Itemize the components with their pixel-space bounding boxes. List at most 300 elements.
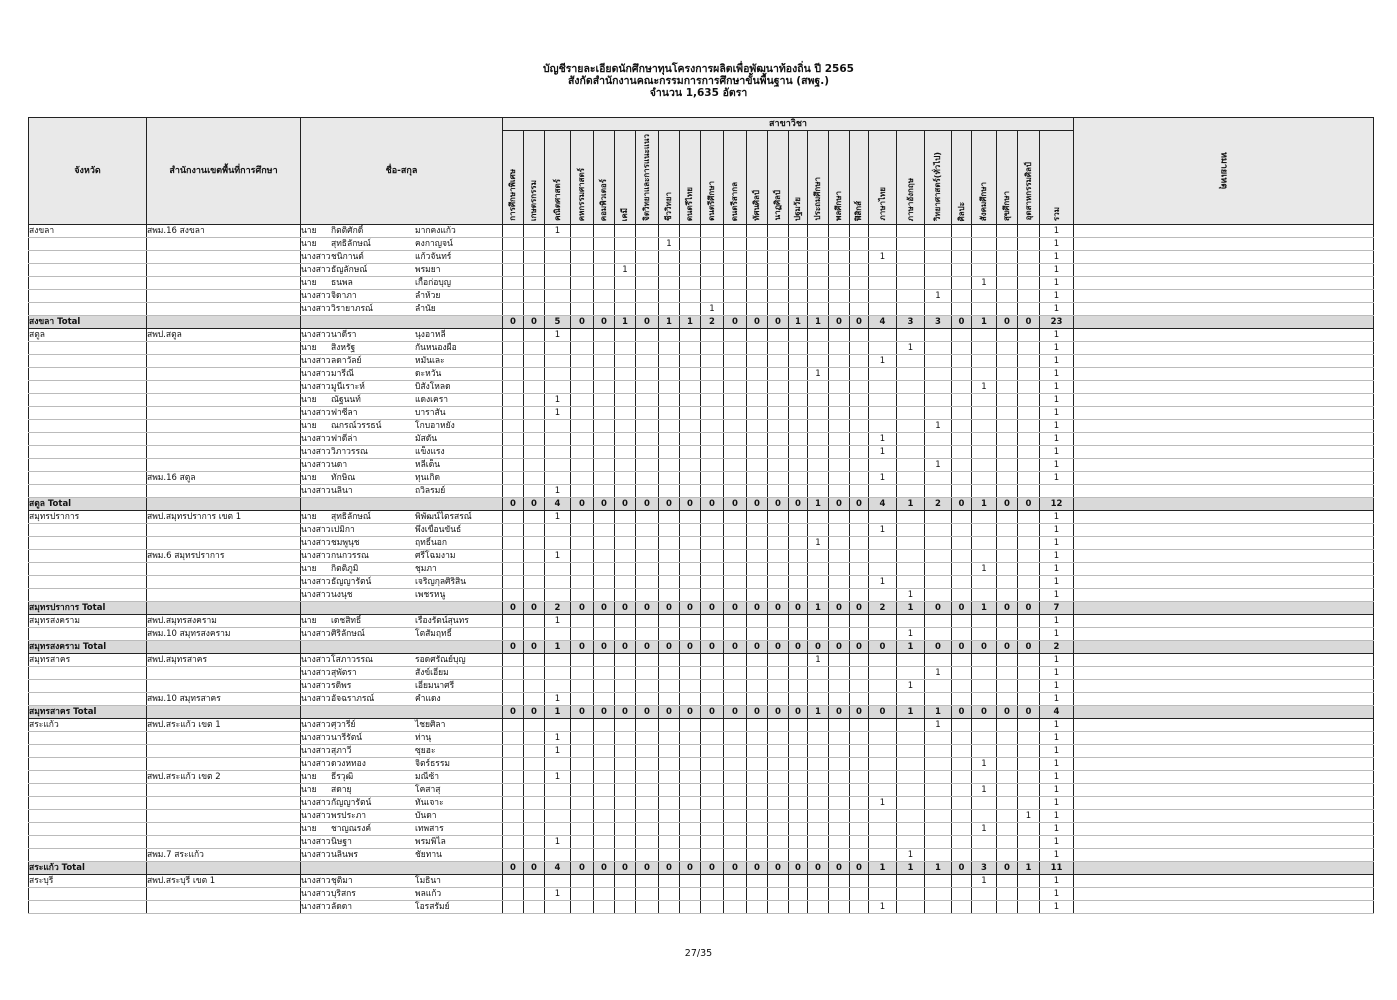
subject-cell xyxy=(545,718,571,731)
office-cell xyxy=(147,679,301,692)
subject-cell xyxy=(747,887,768,900)
office-cell xyxy=(147,315,301,328)
subject-total-cell: 5 xyxy=(545,315,571,328)
subject-cell xyxy=(952,874,972,887)
table-row xyxy=(29,432,1374,445)
row-total-cell: 2 xyxy=(1040,640,1074,653)
subject-cell xyxy=(636,692,659,705)
first-name: จิดาภา xyxy=(331,290,357,301)
subject-cell xyxy=(997,770,1018,783)
office-cell xyxy=(147,406,301,419)
subject-cell xyxy=(636,848,659,861)
subject-total-cell: 0 xyxy=(997,601,1018,614)
subject-total-cell: 0 xyxy=(659,861,680,874)
subject-cell xyxy=(768,692,789,705)
subject-cell xyxy=(524,224,545,237)
header-subject xyxy=(1018,131,1040,225)
office-cell xyxy=(147,588,301,601)
subject-cell xyxy=(925,445,952,458)
subject-cell xyxy=(701,796,724,809)
remark-cell xyxy=(1074,536,1374,549)
first-name: นลินพร xyxy=(331,849,358,860)
subject-cell xyxy=(724,250,747,263)
row-total-cell: 1 xyxy=(1040,835,1074,848)
office-cell xyxy=(147,601,301,614)
name-cell xyxy=(301,653,503,666)
subject-cell: 1 xyxy=(545,484,571,497)
subject-cell xyxy=(972,679,997,692)
subject-total-cell: 0 xyxy=(680,601,701,614)
full-name xyxy=(301,511,472,523)
province-cell xyxy=(29,809,147,822)
subject-cell xyxy=(897,809,925,822)
subject-cell xyxy=(1018,614,1040,627)
subject-total-cell: 0 xyxy=(659,705,680,718)
subject-cell xyxy=(952,380,972,393)
subject-cell xyxy=(594,419,615,432)
subject-cell xyxy=(571,471,594,484)
subject-cell xyxy=(789,692,808,705)
subject-cell: 1 xyxy=(545,393,571,406)
first-name: ศิริลักษณ์ xyxy=(331,628,365,639)
last-name: จิตร์ธรรม xyxy=(415,758,450,769)
row-total-cell: 1 xyxy=(1040,666,1074,679)
subject-cell xyxy=(571,874,594,887)
subject-cell xyxy=(829,575,850,588)
subject-cell xyxy=(545,536,571,549)
subject-cell xyxy=(925,224,952,237)
subject-cell xyxy=(659,263,680,276)
name-cell xyxy=(301,861,503,874)
subject-cell xyxy=(972,302,997,315)
name-title: นางสาว xyxy=(301,849,331,860)
remark-cell xyxy=(1074,809,1374,822)
province-total-row xyxy=(29,497,1374,510)
subject-cell xyxy=(869,679,897,692)
subject-cell xyxy=(897,614,925,627)
header-subject-label: การศึกษาพิเศษ xyxy=(508,169,517,221)
subject-cell xyxy=(850,289,869,302)
subject-total-cell: 0 xyxy=(636,861,659,874)
total-label: สระแก้ว Total xyxy=(29,861,147,874)
row-total-cell: 1 xyxy=(1040,263,1074,276)
subject-cell xyxy=(659,289,680,302)
subject-total-cell: 1 xyxy=(808,497,829,510)
subject-cell xyxy=(972,588,997,601)
subject-cell xyxy=(925,549,952,562)
subject-cell xyxy=(897,302,925,315)
subject-cell xyxy=(997,471,1018,484)
subject-total-cell: 0 xyxy=(503,601,524,614)
subject-cell xyxy=(615,393,636,406)
header-subject xyxy=(747,131,768,225)
subject-cell xyxy=(850,679,869,692)
subject-cell xyxy=(897,887,925,900)
subject-cell xyxy=(808,341,829,354)
subject-cell xyxy=(997,484,1018,497)
subject-cell xyxy=(594,822,615,835)
subject-cell xyxy=(850,692,869,705)
subject-cell xyxy=(997,588,1018,601)
subject-cell xyxy=(524,679,545,692)
header-subject xyxy=(636,131,659,225)
subject-cell xyxy=(972,848,997,861)
subject-cell xyxy=(925,874,952,887)
subject-cell xyxy=(680,328,701,341)
header-subject-label: เคมี xyxy=(620,207,629,221)
subject-cell xyxy=(636,809,659,822)
full-name xyxy=(301,368,441,380)
subject-total-cell: 0 xyxy=(571,861,594,874)
subject-total-cell: 0 xyxy=(747,705,768,718)
subject-cell xyxy=(897,393,925,406)
header-subject xyxy=(808,131,829,225)
subject-cell xyxy=(524,250,545,263)
name-title: นางสาว xyxy=(301,355,331,366)
subject-cell xyxy=(747,419,768,432)
subject-cell xyxy=(659,367,680,380)
row-total-cell: 1 xyxy=(1040,874,1074,887)
first-name: ณัฐนนท์ xyxy=(331,394,361,405)
subject-cell xyxy=(829,458,850,471)
subject-cell xyxy=(808,302,829,315)
subject-cell xyxy=(615,276,636,289)
subject-cell xyxy=(636,744,659,757)
province-total-row xyxy=(29,705,1374,718)
header-subject xyxy=(545,131,571,225)
subject-cell xyxy=(659,809,680,822)
subject-cell xyxy=(594,874,615,887)
subject-cell xyxy=(636,419,659,432)
subject-cell xyxy=(680,302,701,315)
subject-cell xyxy=(545,276,571,289)
subject-cell xyxy=(503,536,524,549)
subject-cell xyxy=(659,523,680,536)
subject-cell xyxy=(952,445,972,458)
subject-cell xyxy=(768,783,789,796)
name-title: นางสาว xyxy=(301,654,331,665)
subject-cell xyxy=(615,237,636,250)
subject-cell xyxy=(829,263,850,276)
subject-cell xyxy=(503,627,524,640)
subject-cell xyxy=(952,835,972,848)
subject-cell xyxy=(850,341,869,354)
table-row xyxy=(29,562,1374,575)
subject-cell xyxy=(997,692,1018,705)
subject-cell xyxy=(997,744,1018,757)
first-name: กัญญารัตน์ xyxy=(331,797,372,808)
full-name xyxy=(301,758,450,770)
subject-cell xyxy=(747,458,768,471)
subject-cell xyxy=(850,458,869,471)
name-cell xyxy=(301,692,503,705)
subject-cell xyxy=(524,692,545,705)
last-name: หมันเละ xyxy=(415,355,445,366)
last-name: รอดศรัณย์บุญ xyxy=(415,654,466,665)
subject-cell xyxy=(615,744,636,757)
header-subject-label: จิตวิทยาและการแนะแนว xyxy=(642,134,651,221)
name-title: นางสาว xyxy=(301,264,331,275)
row-total-cell: 1 xyxy=(1040,367,1074,380)
province-cell: สระแก้ว xyxy=(29,718,147,731)
row-total-cell: 1 xyxy=(1040,887,1074,900)
last-name: ลำห้วย xyxy=(415,290,441,301)
subject-total-cell: 0 xyxy=(972,705,997,718)
subject-cell xyxy=(972,289,997,302)
province-cell xyxy=(29,276,147,289)
subject-cell xyxy=(897,237,925,250)
last-name: โมธินา xyxy=(415,875,441,886)
subject-cell xyxy=(808,549,829,562)
subject-cell xyxy=(829,731,850,744)
office-cell: สพม.16 สงขลา xyxy=(147,224,301,237)
subject-cell xyxy=(897,757,925,770)
subject-cell xyxy=(808,809,829,822)
last-name: สังข์เอี่ยม xyxy=(415,667,449,678)
table-row xyxy=(29,263,1374,276)
office-cell: สพม.10 สมุทรสาคร xyxy=(147,692,301,705)
subject-cell xyxy=(571,770,594,783)
table-row xyxy=(29,328,1374,341)
remark-cell xyxy=(1074,627,1374,640)
subject-cell xyxy=(1018,679,1040,692)
subject-cell xyxy=(680,458,701,471)
first-name: พรประภา xyxy=(331,810,367,821)
subject-cell xyxy=(789,562,808,575)
subject-cell xyxy=(789,341,808,354)
subject-cell xyxy=(808,263,829,276)
subject-total-cell: 1 xyxy=(869,861,897,874)
subject-cell xyxy=(503,354,524,367)
subject-cell xyxy=(747,380,768,393)
subject-cell xyxy=(829,666,850,679)
subject-cell xyxy=(808,744,829,757)
subject-cell xyxy=(545,302,571,315)
subject-total-cell: 0 xyxy=(594,315,615,328)
subject-cell xyxy=(571,237,594,250)
subject-cell xyxy=(997,536,1018,549)
subject-cell xyxy=(972,445,997,458)
last-name: คงกาญจน์ xyxy=(415,238,453,249)
full-name xyxy=(301,225,456,237)
subject-total-cell: 0 xyxy=(636,497,659,510)
office-cell: สพป.สตูล xyxy=(147,328,301,341)
table-row xyxy=(29,679,1374,692)
subject-cell xyxy=(571,432,594,445)
subject-cell xyxy=(768,835,789,848)
subject-cell xyxy=(724,224,747,237)
subject-cell xyxy=(829,562,850,575)
name-title: นาย xyxy=(301,238,317,249)
subject-cell xyxy=(701,432,724,445)
subject-total-cell: 0 xyxy=(869,640,897,653)
subject-cell xyxy=(524,328,545,341)
subject-cell xyxy=(747,328,768,341)
subject-cell xyxy=(636,900,659,913)
subject-total-cell: 0 xyxy=(952,705,972,718)
last-name: โคสาสุ xyxy=(415,784,441,795)
subject-cell xyxy=(680,263,701,276)
subject-cell xyxy=(680,419,701,432)
subject-cell xyxy=(1018,302,1040,315)
subject-cell xyxy=(545,783,571,796)
header-subject-label: ดนตรีสากล xyxy=(730,181,739,221)
subject-cell xyxy=(768,575,789,588)
last-name: ท่านุ xyxy=(415,732,432,743)
remark-cell xyxy=(1074,328,1374,341)
subject-cell xyxy=(545,432,571,445)
subject-cell xyxy=(925,796,952,809)
subject-cell xyxy=(545,848,571,861)
subject-cell xyxy=(615,900,636,913)
subject-cell xyxy=(869,718,897,731)
subject-cell xyxy=(594,289,615,302)
subject-cell xyxy=(594,250,615,263)
subject-cell xyxy=(503,302,524,315)
subject-cell xyxy=(524,835,545,848)
subject-cell xyxy=(997,848,1018,861)
subject-cell xyxy=(680,848,701,861)
row-total-cell: 1 xyxy=(1040,848,1074,861)
subject-cell xyxy=(701,406,724,419)
subject-cell xyxy=(545,900,571,913)
subject-cell xyxy=(680,796,701,809)
last-name: เกื้อก่อบุญ xyxy=(415,277,452,288)
subject-cell xyxy=(701,874,724,887)
name-title: นางสาว xyxy=(301,797,331,808)
subject-cell xyxy=(925,367,952,380)
last-name: โอรสรัมย์ xyxy=(415,901,450,912)
subject-total-cell: 0 xyxy=(829,497,850,510)
subject-cell xyxy=(897,731,925,744)
name-cell xyxy=(301,757,503,770)
subject-cell xyxy=(747,666,768,679)
subject-cell xyxy=(747,445,768,458)
subject-cell xyxy=(747,588,768,601)
subject-cell xyxy=(972,887,997,900)
subject-cell xyxy=(701,523,724,536)
subject-cell xyxy=(1018,653,1040,666)
subject-cell xyxy=(636,822,659,835)
subject-cell xyxy=(997,224,1018,237)
table-row xyxy=(29,510,1374,523)
subject-cell xyxy=(789,809,808,822)
name-title: นางสาว xyxy=(301,732,331,743)
province-cell: สมุทรสาคร xyxy=(29,653,147,666)
subject-cell xyxy=(503,237,524,250)
subject-cell xyxy=(808,406,829,419)
subject-total-cell: 2 xyxy=(701,315,724,328)
subject-cell xyxy=(972,406,997,419)
subject-cell: 1 xyxy=(897,627,925,640)
subject-cell xyxy=(789,406,808,419)
row-total-cell: 1 xyxy=(1040,445,1074,458)
subject-cell xyxy=(594,575,615,588)
subject-cell xyxy=(503,549,524,562)
subject-cell xyxy=(997,549,1018,562)
subject-cell xyxy=(1018,419,1040,432)
subject-cell xyxy=(724,523,747,536)
subject-cell xyxy=(545,380,571,393)
subject-cell xyxy=(925,406,952,419)
subject-cell xyxy=(636,718,659,731)
subject-cell xyxy=(925,354,952,367)
subject-cell xyxy=(997,822,1018,835)
header-subject xyxy=(594,131,615,225)
subject-cell xyxy=(680,614,701,627)
subject-cell xyxy=(594,393,615,406)
first-name: ฟาดีล่า xyxy=(331,433,358,444)
subject-total-cell: 0 xyxy=(724,861,747,874)
subject-cell xyxy=(869,224,897,237)
subject-cell xyxy=(636,367,659,380)
subject-cell xyxy=(789,419,808,432)
subject-cell: 1 xyxy=(545,744,571,757)
subject-cell xyxy=(615,367,636,380)
subject-cell xyxy=(680,562,701,575)
subject-cell xyxy=(747,692,768,705)
subject-total-cell: 0 xyxy=(701,861,724,874)
subject-cell xyxy=(972,237,997,250)
subject-cell xyxy=(615,770,636,783)
subject-cell xyxy=(571,250,594,263)
subject-cell xyxy=(952,406,972,419)
subject-cell xyxy=(808,289,829,302)
subject-total-cell: 0 xyxy=(636,601,659,614)
subject-cell xyxy=(869,874,897,887)
subject-cell xyxy=(724,692,747,705)
subject-total-cell: 0 xyxy=(829,601,850,614)
subject-cell xyxy=(1018,848,1040,861)
name-title: นางสาว xyxy=(301,524,331,535)
office-cell: สพป.สระแก้ว เขต 2 xyxy=(147,770,301,783)
header-subject xyxy=(925,131,952,225)
subject-cell xyxy=(615,692,636,705)
subject-cell: 1 xyxy=(972,783,997,796)
header-subject-label: ปฐมวัย xyxy=(793,196,802,221)
row-total-cell: 1 xyxy=(1040,341,1074,354)
subject-cell xyxy=(724,354,747,367)
subject-cell xyxy=(701,575,724,588)
full-name xyxy=(301,589,445,601)
header-subject-label: สังคมศึกษา xyxy=(979,181,988,221)
row-total-cell: 1 xyxy=(1040,471,1074,484)
subject-cell xyxy=(524,731,545,744)
subject-cell xyxy=(972,510,997,523)
subject-cell xyxy=(636,302,659,315)
subject-cell xyxy=(997,718,1018,731)
province-cell xyxy=(29,588,147,601)
subject-cell xyxy=(571,445,594,458)
subject-cell xyxy=(594,757,615,770)
subject-cell xyxy=(829,523,850,536)
subject-total-cell: 4 xyxy=(545,861,571,874)
row-total-cell: 1 xyxy=(1040,653,1074,666)
subject-cell xyxy=(869,549,897,562)
subject-cell xyxy=(829,224,850,237)
name-cell xyxy=(301,419,503,432)
header-subject-label: ภาษาอังกฤษ xyxy=(905,177,915,221)
subject-cell xyxy=(789,354,808,367)
header-subject-label: ดนตรีไทย xyxy=(685,186,694,221)
subject-cell: 1 xyxy=(897,341,925,354)
subject-cell xyxy=(503,744,524,757)
subject-cell xyxy=(636,289,659,302)
subject-cell xyxy=(789,731,808,744)
subject-total-cell: 0 xyxy=(789,497,808,510)
subject-cell xyxy=(701,679,724,692)
subject-cell xyxy=(503,432,524,445)
